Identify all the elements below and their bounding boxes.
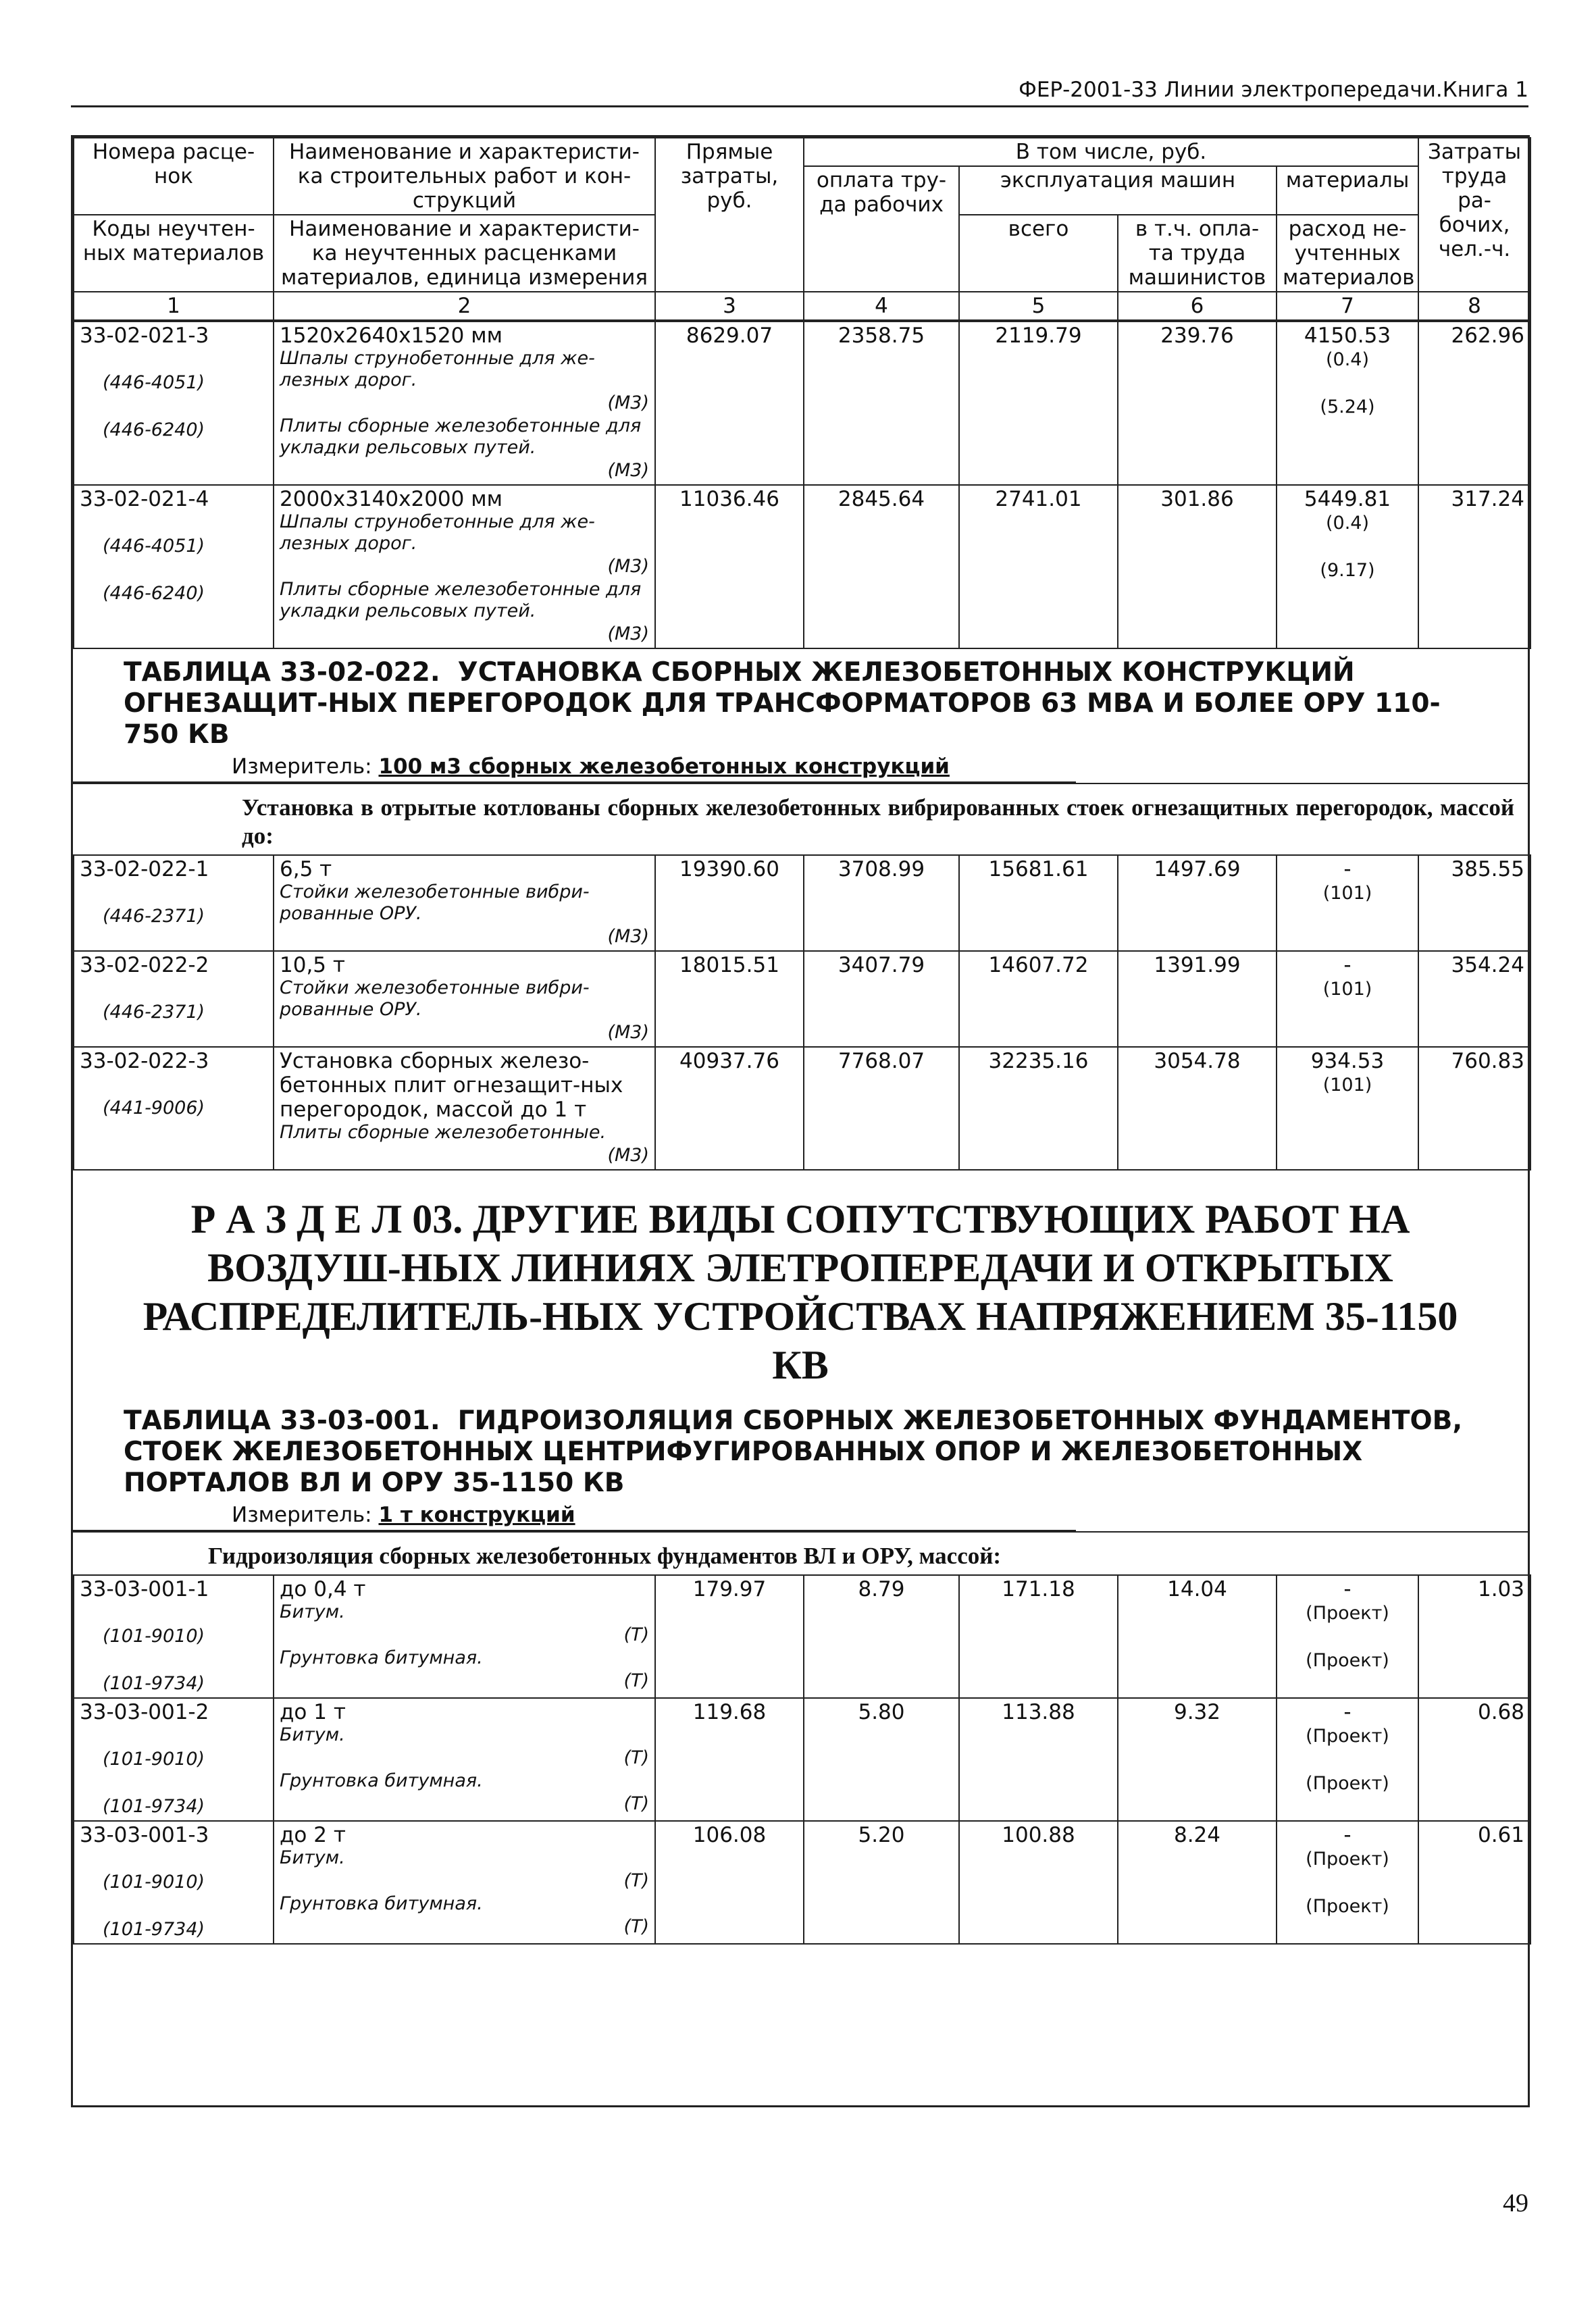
labor-costs: 317.24: [1418, 485, 1530, 648]
table-title: [73, 649, 1528, 750]
material-quantity: (Проект): [1306, 1849, 1389, 1870]
material-name: Битум.: [280, 1724, 345, 1745]
header-work-name: Наименование и характеристи-ка строительных работ и кон-струкций: [274, 138, 655, 215]
header-material-names: Наименование и характеристи-ка неучтенных расценками материалов, единица измерения: [274, 215, 655, 292]
work-name-cell: [274, 855, 655, 951]
material-code: (101-9010): [103, 1872, 205, 1893]
rate-code-cell: [74, 322, 274, 485]
material-code: (101-9010): [103, 1626, 205, 1647]
table-row: [74, 485, 1530, 648]
material-name: Шпалы струнобетонные для же-лезных дорог.: [280, 511, 595, 554]
header-machinist-wages: в т.ч. опла-та труда машинистов: [1118, 215, 1277, 292]
material-unit: (М3): [607, 926, 649, 947]
material-name: Плиты сборные железобетонные для укладки рельсовых путей.: [280, 415, 642, 458]
rate-code: 33-02-021-3: [80, 324, 209, 348]
meter-label: Измеритель:: [232, 754, 372, 779]
material-quantity: (101): [1322, 883, 1372, 904]
materials-cell: [1277, 1575, 1418, 1698]
material-unit: (М3): [607, 392, 649, 413]
labor-costs: 1.03: [1418, 1575, 1530, 1698]
material-quantity: (0.4): [1325, 349, 1369, 370]
machines-total: 32235.16: [959, 1047, 1118, 1170]
spacer: [80, 1601, 267, 1624]
worker-wages: 5.20: [804, 1821, 959, 1944]
material-name: Грунтовка битумная.: [280, 1893, 483, 1914]
rate-code: 33-02-022-3: [80, 1049, 209, 1073]
header-machines-total: всего: [959, 215, 1118, 292]
spacer: [1283, 1098, 1412, 1121]
machinist-wages: 9.32: [1118, 1698, 1277, 1821]
column-number: 1: [74, 292, 274, 320]
direct-costs: 18015.51: [655, 951, 804, 1047]
spacer: [80, 1847, 267, 1870]
table-row: [74, 1821, 1530, 1944]
materials-cell: [1277, 951, 1418, 1047]
material-code: (441-9006): [103, 1098, 205, 1119]
material-code: (101-9010): [103, 1749, 205, 1770]
header-table: [73, 137, 1531, 321]
rate-code: 33-02-021-4: [80, 487, 209, 511]
header-including: В том числе, руб.: [804, 138, 1418, 166]
header-machines: эксплуатация машин: [959, 166, 1277, 215]
work-name: Установка сборных железо-бетонных плит огнезащит-ных перегородок, массой до 1 т: [280, 1049, 623, 1122]
spacer: [80, 395, 267, 418]
column-number: 6: [1118, 292, 1277, 320]
rate-code-cell: [74, 1575, 274, 1698]
rate-code-cell: [74, 1821, 274, 1944]
spacer: [80, 511, 267, 534]
machinist-wages: 3054.78: [1118, 1047, 1277, 1170]
work-name-cell: [274, 322, 655, 485]
spacer: [1283, 1673, 1412, 1696]
rate-code: 33-03-001-2: [80, 1700, 209, 1724]
machines-total: 100.88: [959, 1821, 1118, 1944]
material-code: (101-9734): [103, 1673, 205, 1694]
material-name: Плиты сборные железобетонные.: [280, 1122, 607, 1143]
spacer: [80, 1724, 267, 1747]
direct-costs: 8629.07: [655, 322, 804, 485]
spacer: [80, 881, 267, 904]
meter-value: 1 т конструкций: [378, 1503, 575, 1527]
work-name-cell: [274, 1698, 655, 1821]
materials-cell: [1277, 485, 1418, 648]
work-name-cell: [274, 1047, 655, 1170]
work-name: до 1 т: [280, 1700, 346, 1724]
spacer: [80, 559, 267, 582]
material-quantity: (9.17): [1320, 560, 1375, 581]
header-labor-costs: Затраты труда ра-бочих, чел.-ч.: [1418, 138, 1530, 292]
header-materials: материалы: [1277, 166, 1418, 215]
material-unit: (М3): [607, 556, 649, 577]
column-number: 3: [655, 292, 804, 320]
material-code: (446-6240): [103, 583, 205, 604]
material-quantity: (Проект): [1306, 1896, 1389, 1917]
material-name: Плиты сборные железобетонные для укладки рельсовых путей.: [280, 579, 642, 621]
material-unit: (М3): [607, 1022, 649, 1043]
work-name: 2000x3140x2000 мм: [280, 487, 503, 511]
rate-code: 33-03-001-1: [80, 1577, 209, 1601]
labor-costs: 262.96: [1418, 322, 1530, 485]
material-name: Стойки железобетонные вибри-рованные ОРУ.: [280, 881, 590, 924]
spacer: [1283, 583, 1412, 606]
table-row: [74, 1047, 1530, 1170]
spacer: [1283, 1919, 1412, 1942]
material-unit: (Т): [623, 1624, 649, 1645]
header-unaccounted-materials: расход не-учтенных материалов: [1277, 215, 1418, 292]
labor-costs: 354.24: [1418, 951, 1530, 1047]
meter-label: Измеритель:: [232, 1503, 372, 1527]
worker-wages: 8.79: [804, 1575, 959, 1698]
rate-code-cell: [74, 485, 274, 648]
worker-wages: 2358.75: [804, 322, 959, 485]
material-unit: (М3): [607, 460, 649, 481]
material-code: (101-9734): [103, 1919, 205, 1940]
materials-value: -: [1343, 1700, 1352, 1724]
spacer: [80, 1772, 267, 1795]
work-name: до 0,4 т: [280, 1577, 366, 1601]
table-row: [74, 951, 1530, 1047]
labor-costs: 0.61: [1418, 1821, 1530, 1944]
machines-total: 113.88: [959, 1698, 1118, 1821]
column-number: 2: [274, 292, 655, 320]
work-name: 10,5 т: [280, 953, 345, 977]
rates-sheet: [71, 135, 1530, 2107]
table-title-block: [73, 1397, 1528, 1531]
column-number: 5: [959, 292, 1118, 320]
column-number: 8: [1418, 292, 1530, 320]
spacer: [80, 977, 267, 1000]
worker-wages: 3708.99: [804, 855, 959, 951]
material-unit: (Т): [623, 1916, 649, 1937]
material-unit: (Т): [623, 1793, 649, 1814]
rate-code: 33-02-022-2: [80, 953, 209, 977]
spacer: [80, 1073, 267, 1096]
material-unit: (М3): [607, 623, 649, 644]
materials-value: 934.53: [1310, 1049, 1385, 1073]
material-code: (446-4051): [103, 536, 205, 557]
materials-cell: [1277, 1821, 1418, 1944]
page-number: 49: [1503, 2189, 1528, 2217]
header-material-codes: Коды неучтен-ных материалов: [74, 215, 274, 292]
machinist-wages: 301.86: [1118, 485, 1277, 648]
machinist-wages: 14.04: [1118, 1575, 1277, 1698]
materials-cell: [1277, 1698, 1418, 1821]
table-title-text: УСТАНОВКА СБОРНЫХ ЖЕЛЕЗОБЕТОННЫХ КОНСТРУКЦИЙ ОГНЕЗАЩИТ-НЫХ ПЕРЕГОРОДОК ДЛЯ ТРАНСФОРМАТОРОВ 63 МВА И БОЛЕЕ ОРУ 110-750 КВ: [124, 657, 1441, 750]
direct-costs: 19390.60: [655, 855, 804, 951]
spacer: [1283, 1749, 1412, 1772]
material-quantity: (Проект): [1306, 1773, 1389, 1794]
meter-line: [73, 750, 1076, 783]
spacer: [80, 1895, 267, 1918]
material-name: Битум.: [280, 1601, 345, 1622]
labor-costs: 0.68: [1418, 1698, 1530, 1821]
work-name: 1520x2640x1520 мм: [280, 324, 503, 348]
meter-line: [73, 1499, 1076, 1531]
material-code: (446-6240): [103, 419, 205, 440]
work-name-cell: [274, 485, 655, 648]
materials-value: -: [1343, 953, 1352, 977]
table-title-text: ГИДРОИЗОЛЯЦИЯ СБОРНЫХ ЖЕЛЕЗОБЕТОННЫХ ФУНДАМЕНТОВ, СТОЕК ЖЕЛЕЗОБЕТОННЫХ ЦЕНТРИФУГИРОВАННЫХ ОПОР И ЖЕЛЕЗОБЕТОННЫХ ПОРТАЛОВ ВЛ И ОРУ 35-1150 КВ: [124, 1406, 1463, 1498]
machinist-wages: 1497.69: [1118, 855, 1277, 951]
worker-wages: 5.80: [804, 1698, 959, 1821]
section-title: Р А З Д Е Л 03. ДРУГИЕ ВИДЫ СОПУТСТВУЮЩИХ РАБОТ НА ВОЗДУШ-НЫХ ЛИНИЯХ ЭЛЕТРОПЕРЕДАЧИ И ОТКРЫТЫХ РАСПРЕДЕЛИТЕЛЬ-НЫХ УСТРОЙСТВАХ НАПРЯЖЕНИЕМ 35-1150 КВ: [143, 1197, 1458, 1387]
material-quantity: (101): [1322, 1075, 1372, 1096]
machines-total: 15681.61: [959, 855, 1118, 951]
spacer: [1283, 1872, 1412, 1895]
header-rate-number: Номера расце-нок: [74, 138, 274, 215]
spacer: [1283, 1626, 1412, 1649]
header-wages: оплата тру-да рабочих: [804, 166, 959, 292]
spacer: [80, 348, 267, 371]
materials-cell: [1277, 855, 1418, 951]
worker-wages: 7768.07: [804, 1047, 959, 1170]
material-code: (446-4051): [103, 372, 205, 393]
material-code: (446-2371): [103, 1002, 205, 1023]
work-name: 6,5 т: [280, 857, 332, 881]
spacer: [1283, 1796, 1412, 1819]
running-head: ФЕР-2001-33 Линии электропередачи.Книга 1: [71, 74, 1528, 107]
material-quantity: (5.24): [1320, 396, 1375, 417]
material-name: Битум.: [280, 1847, 345, 1868]
material-unit: (Т): [623, 1747, 649, 1768]
direct-costs: 40937.76: [655, 1047, 804, 1170]
table-title-block: [73, 649, 1528, 783]
material-quantity: (0.4): [1325, 513, 1369, 534]
material-unit: (М3): [607, 1145, 649, 1166]
material-quantity: (Проект): [1306, 1603, 1389, 1624]
column-number: 4: [804, 292, 959, 320]
column-number: 7: [1277, 292, 1418, 320]
rate-table-031: [73, 1574, 1531, 1945]
machines-total: 2119.79: [959, 322, 1118, 485]
worker-wages: 3407.79: [804, 951, 959, 1047]
spacer: [1283, 906, 1412, 929]
machines-total: 171.18: [959, 1575, 1118, 1698]
machinist-wages: 8.24: [1118, 1821, 1277, 1944]
material-quantity: (Проект): [1306, 1650, 1389, 1671]
machinist-wages: 1391.99: [1118, 951, 1277, 1047]
worker-wages: 2845.64: [804, 485, 959, 648]
material-name: Стойки железобетонные вибри-рованные ОРУ.: [280, 977, 590, 1020]
rate-code-cell: [74, 855, 274, 951]
table-label: ТАБЛИЦА 33-02-022.: [124, 657, 440, 688]
group-heading: Гидроизоляция сборных железобетонных фундаментов ВЛ и ОРУ, массой:: [73, 1531, 1528, 1574]
header-direct-costs: Прямые затраты, руб.: [655, 138, 804, 292]
table-row: [74, 1698, 1530, 1821]
material-unit: (Т): [623, 1870, 649, 1891]
material-code: (446-2371): [103, 906, 205, 927]
materials-value: -: [1343, 857, 1352, 881]
spacer: [80, 1649, 267, 1672]
direct-costs: 106.08: [655, 1821, 804, 1944]
machinist-wages: 239.76: [1118, 322, 1277, 485]
material-name: Шпалы струнобетонные для же-лезных дорог.: [280, 348, 595, 390]
direct-costs: 119.68: [655, 1698, 804, 1821]
table-row: [74, 322, 1530, 485]
table-title: [73, 1397, 1528, 1499]
rate-table-022: [73, 854, 1531, 1171]
group-heading: Установка в отрытые котлованы сборных железобетонных вибрированных стоек огнезащитных перегородок, массой до:: [73, 783, 1528, 854]
material-name: Грунтовка битумная.: [280, 1647, 483, 1668]
table-row: [74, 855, 1530, 951]
material-name: Грунтовка битумная.: [280, 1770, 483, 1791]
rate-code-cell: [74, 1698, 274, 1821]
spacer: [1283, 536, 1412, 559]
machines-total: 2741.01: [959, 485, 1118, 648]
materials-value: 5449.81: [1304, 487, 1391, 511]
table-label: ТАБЛИЦА 33-03-001.: [124, 1406, 440, 1436]
rate-code-cell: [74, 951, 274, 1047]
materials-value: -: [1343, 1823, 1352, 1847]
rate-code: 33-02-022-1: [80, 857, 209, 881]
labor-costs: 385.55: [1418, 855, 1530, 951]
rate-code: 33-03-001-3: [80, 1823, 209, 1847]
table-row: [74, 1575, 1530, 1698]
work-name-cell: [274, 1575, 655, 1698]
spacer: [1283, 419, 1412, 442]
work-name-cell: [274, 1821, 655, 1944]
spacer: [1283, 1002, 1412, 1025]
rate-table-021: [73, 321, 1531, 649]
labor-costs: 760.83: [1418, 1047, 1530, 1170]
materials-value: 4150.53: [1304, 324, 1391, 348]
material-code: (101-9734): [103, 1796, 205, 1817]
material-unit: (Т): [623, 1670, 649, 1691]
materials-value: -: [1343, 1577, 1352, 1601]
rate-code-cell: [74, 1047, 274, 1170]
work-name: до 2 т: [280, 1823, 346, 1847]
direct-costs: 11036.46: [655, 485, 804, 648]
work-name-cell: [274, 951, 655, 1047]
direct-costs: 179.97: [655, 1575, 804, 1698]
material-quantity: (101): [1322, 979, 1372, 1000]
spacer: [1283, 372, 1412, 395]
material-quantity: (Проект): [1306, 1726, 1389, 1747]
meter-value: 100 м3 сборных железобетонных конструкций: [378, 754, 950, 779]
materials-cell: [1277, 1047, 1418, 1170]
machines-total: 14607.72: [959, 951, 1118, 1047]
materials-cell: [1277, 322, 1418, 485]
